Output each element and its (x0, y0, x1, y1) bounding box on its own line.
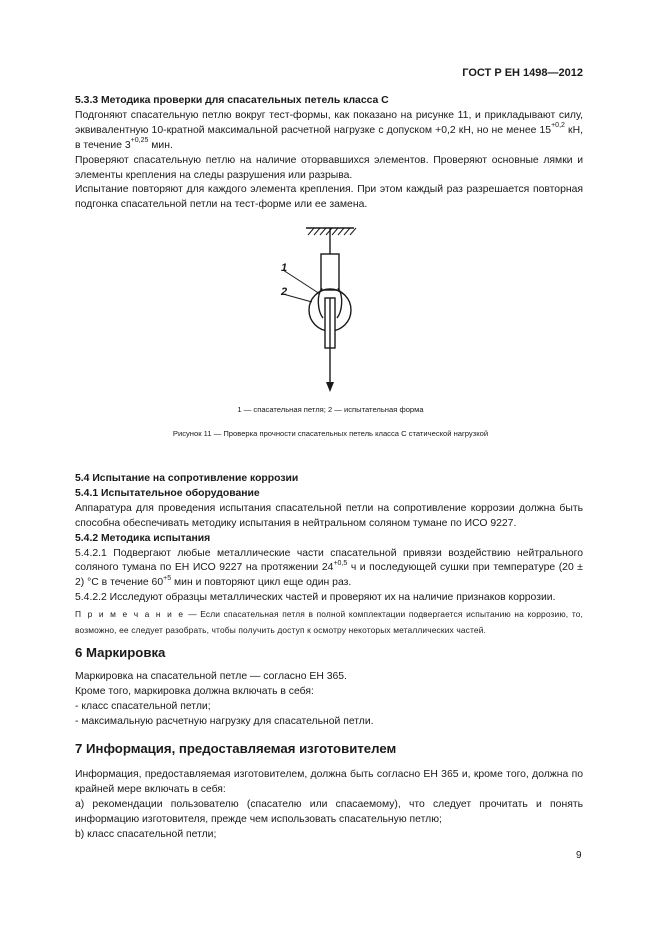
leader-2 (283, 294, 312, 302)
section-5-4 (75, 472, 583, 638)
list-item: - класс спасательной петли; (75, 700, 211, 712)
list-item: b) класс спасательной петли; (75, 828, 217, 840)
section-title: 5.3.3 Методика проверки для спасательных петель класса С (75, 95, 389, 106)
standard-header: ГОСТ Р ЕН 1498—2012 (462, 67, 583, 79)
paragraph: Маркировка на спасательной петле — согласно ЕН 365. (75, 670, 347, 682)
section-title: 6 Маркировка (75, 645, 166, 660)
section-6 (75, 646, 583, 730)
label-2: 2 (281, 286, 288, 298)
subsection-title: 5.4.2 Методика испытания (75, 532, 211, 544)
paragraph: Кроме того, маркировка должна включать в себя: (75, 685, 314, 697)
load-arrow (326, 382, 334, 392)
section-title: 7 Информация, предоставляемая изготовителем (75, 741, 397, 756)
page-number: 9 (576, 850, 582, 861)
list-item: - максимальную расчетную нагрузку для спасательной петли. (75, 715, 374, 727)
leader-1 (283, 270, 320, 294)
paragraph: Проверяют спасательную петлю на наличие оторвавшихся элементов. Проверяют основные лямки и элементы крепления на следы разрушения или разрыва. (75, 154, 583, 181)
paragraph: 5.4.2.1 Подвергают любые металлические части спасательной привязи воздействию нейтрального соляного тумана по ЕН ИСО 9227 на протяжении $24^{+0,5}$ ч и последующей сушки при температуре (20 ± 2) °С в течение $60^{+5}$ мин и повторяют цикл еще один раз. (75, 547, 583, 589)
label-1: 1 (281, 262, 288, 274)
subsection-title: 5.4.1 Испытательное оборудование (75, 487, 260, 499)
section-title: 5.4 Испытание на сопротивление коррозии (75, 473, 299, 484)
figure-legend: 1 — спасательная петля; 2 — испытательная форма (237, 405, 424, 414)
paragraph: Аппаратура для проведения испытания спасательной петли на сопротивление коррозии должна быть способна обеспечивать методику испытания в нейтральном соляном тумане по ИСО 9227. (75, 502, 583, 529)
test-form-figure (270, 222, 390, 397)
ceiling-hatch (308, 228, 356, 235)
paragraph: Информация, предоставляемая изготовителем, должна быть согласно ЕН 365 и, кроме того, должна по крайней мере включать в себя: (75, 768, 583, 795)
paragraph: Подгоняют спасательную петлю вокруг тест-формы, как показано на рисунке 11, и прикладывают силу, эквивалентную 10-кратной максимальной расчетной нагрузке с допуском +0,2 кН, но не менее $15^{+0,2}$ кН, в течение $3^{+0,25}$ мин. (75, 109, 583, 151)
paragraph: 5.4.2.2 Исследуют образцы металлических частей и проверяют их на наличие признаков коррозии. (75, 592, 556, 604)
section-7 (75, 742, 583, 842)
upper-clamp (321, 254, 339, 290)
figure-caption: Рисунок 11 — Проверка прочности спасательных петель класса С статической нагрузкой (172, 429, 489, 438)
paragraph: Испытание повторяют для каждого элемента крепления. При этом каждый раз разрешается повторная подгонка спасательной петли на тест-форме или ее замена. (75, 184, 583, 211)
note: П р и м е ч а н и е — Если спасательная петля в полной комплектации подвергается испытанию на коррозию, то, возможно, ее следует разобрать, чтобы получить доступ к осмотру некоторых металлических частей. (75, 609, 583, 635)
section-5-3-3 (75, 94, 583, 213)
list-item: а) рекомендации пользователю (спасателю или спасаемому), что следует прочитать и понять информацию изготовителя, прежде чем использовать спасательную петлю; (75, 798, 583, 825)
